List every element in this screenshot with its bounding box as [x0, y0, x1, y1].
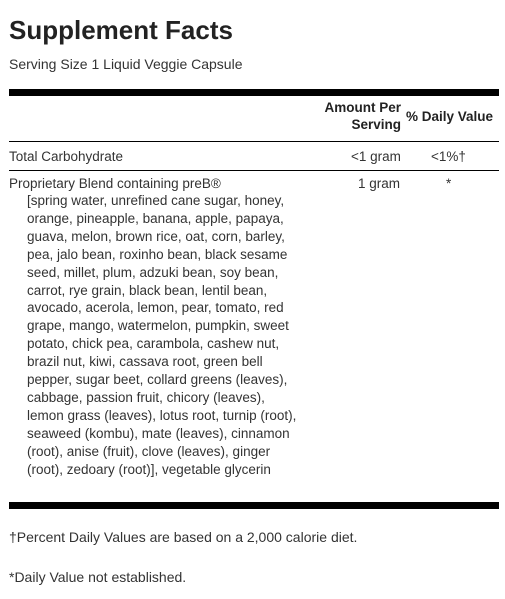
- thin-divider: [9, 141, 499, 142]
- thick-divider-top: [9, 89, 499, 96]
- column-header-amount-line2: Serving: [351, 117, 401, 132]
- nutrient-name: Proprietary Blend containing preB®: [9, 176, 221, 191]
- nutrient-daily-value: *: [446, 176, 452, 191]
- nutrient-amount: <1 gram: [351, 149, 401, 164]
- nutrient-name: Total Carbohydrate: [9, 149, 124, 164]
- footnote-not-established: *Daily Value not established.: [9, 569, 187, 585]
- column-header-amount-line1: Amount Per: [324, 100, 401, 115]
- footnote-percent-daily-value: †Percent Daily Values are based on a 2,000 calorie diet.: [9, 529, 358, 545]
- serving-size: Serving Size 1 Liquid Veggie Capsule: [9, 56, 243, 72]
- column-header-amount: [300, 99, 401, 133]
- page-title: Supplement Facts: [9, 15, 233, 45]
- nutrient-amount: 1 gram: [358, 176, 401, 191]
- ingredient-list: [spring water, unrefined cane sugar, honey, orange, pineapple, banana, apple, papaya, guava, melon, brown rice, oat, corn, barley, pea, jalo bean, roxinho bean, black sesame seed, millet, plum, adzuki bean, soy bean, carrot, rye grain, black bean, lentil bean, avocado, acerola, lemon, pear, tomato, red grape, mango, watermelon, pumpkin, sweet potato, chick pea, carambola, cashew nut, brazil nut, kiwi, cassava root, green bell pepper, sugar beet, collard greens (leaves), cabbage, passion fruit, chicory (leaves), lemon grass (leaves), lotus root, turnip (root), seaweed (kombu), mate (leaves), cinnamon (root), anise (fruit), clove (leaves), ginger (root), zedoary (root)], vegetable glycerin: [27, 193, 297, 477]
- nutrient-daily-value: <1%†: [431, 149, 466, 164]
- thick-divider-bottom: [9, 502, 499, 509]
- thin-divider: [9, 170, 499, 171]
- column-header-daily-value: % Daily Value: [406, 109, 494, 124]
